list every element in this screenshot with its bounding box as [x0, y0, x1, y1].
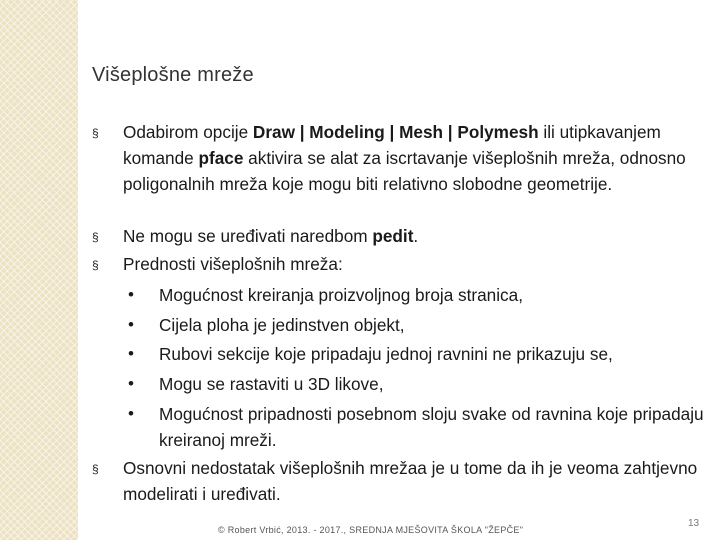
bullet-item-1 [123, 119, 708, 197]
footer-copyright: © Robert Vrbić, 2013. - 2017., SREDNJA MJEŠOVITA ŠKOLA "ŽEPČE" [218, 525, 524, 535]
bullet-item-2-command: pedit [372, 226, 414, 246]
bullet-marker: § [92, 462, 99, 476]
bullet-item-4: Osnovni nedostatak višeplošnih mrežaa je u tome da ih je veoma zahtjevno modelirati i uređivati. [123, 458, 698, 504]
sub-bullet-marker: • [128, 374, 134, 393]
bullet-item-1-text-b: ili utipkavanjem komande [123, 122, 661, 168]
bullet-marker: § [92, 230, 99, 244]
bullet-item-2 [123, 223, 708, 249]
bullet-item-1-command: pface [198, 148, 244, 168]
sub-item-1: Mogućnost kreiranja proizvoljnog broja stranica, [159, 285, 523, 305]
bullet-marker: § [92, 126, 99, 140]
sub-bullet-marker: • [128, 404, 134, 423]
page-number: 13 [688, 518, 700, 529]
bullet-marker: § [92, 258, 99, 272]
bullet-item-3: Prednosti višeplošnih mreža: [123, 254, 343, 274]
slide-title: Višeplošne mreže [92, 64, 254, 86]
sub-bullet-marker: • [128, 285, 134, 304]
sub-item-4: Mogu se rastaviti u 3D likove, [159, 374, 384, 394]
sub-bullet-marker: • [128, 344, 134, 363]
sub-item-3: Rubovi sekcije koje pripadaju jednoj ravnini ne prikazuju se, [159, 344, 613, 364]
decorative-side-band [0, 0, 78, 540]
sub-item-2: Cijela ploha je jedinstven objekt, [159, 315, 405, 335]
bullet-item-1-text-a: Odabirom opcije [123, 122, 253, 142]
bullet-item-2-text-a: Ne mogu se uređivati naredbom [123, 226, 373, 246]
sub-bullet-marker: • [128, 315, 134, 334]
bullet-item-1-menu-path: Draw | Modeling | Mesh | Polymesh [252, 122, 539, 142]
bullet-item-2-text-b: . [413, 226, 419, 246]
sub-item-5: Mogućnost pripadnosti posebnom sloju svake od ravnina koje pripadaju kreiranoj mreži. [159, 404, 704, 450]
bullet-item-1-text-c: aktivira se alat za iscrtavanje višeplošnih mreža, odnosno poligonalnih mreža koje mogu biti relativno slobodne geometrije. [123, 148, 686, 194]
